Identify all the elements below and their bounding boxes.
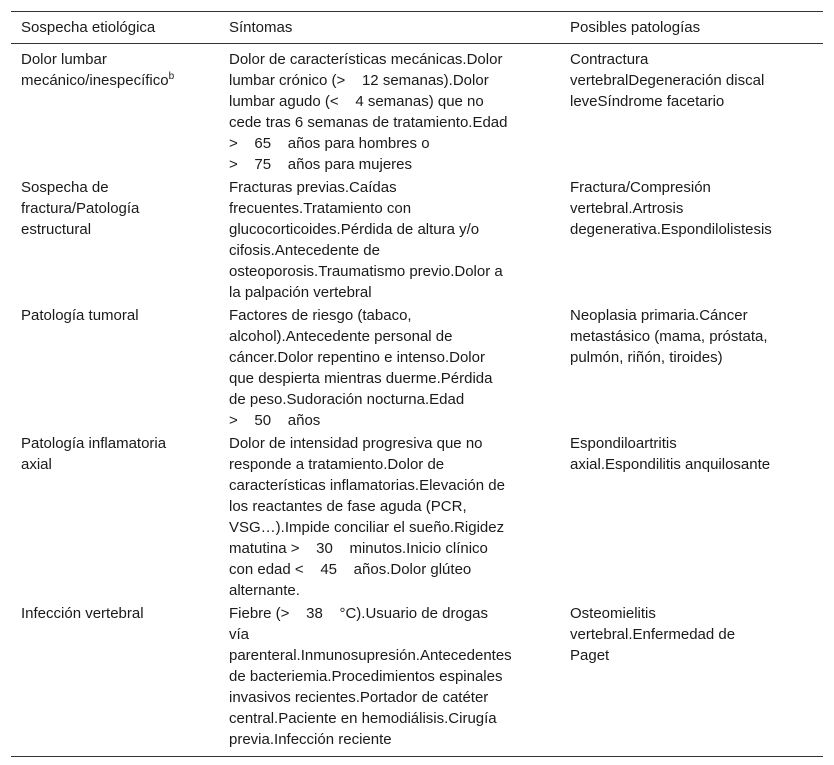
table-row: [11, 44, 823, 176]
line: Dolor de intensidad progresiva que no: [229, 435, 483, 452]
line: responde a tratamiento.Dolor de: [229, 456, 445, 473]
line: la palpación vertebral: [229, 284, 372, 301]
line: vertebral.Artrosis: [570, 200, 684, 217]
line: Paget: [570, 647, 610, 664]
line: que despierta mientras duerme.Pérdida: [229, 370, 493, 387]
etiology-table: [11, 11, 823, 757]
line: Patología tumoral: [21, 307, 139, 324]
line: metastásico (mama, próstata,: [570, 328, 768, 345]
line: los reactantes de fase aguda (PCR,: [229, 498, 467, 515]
line: características inflamatorias.Elevación de: [229, 477, 505, 494]
line: alcohol).Antecedente personal de: [229, 328, 453, 345]
line: estructural: [21, 221, 92, 238]
line: Osteomielitis: [570, 605, 656, 622]
cell-sospecha: [11, 601, 219, 757]
cell-sintomas: [219, 44, 560, 176]
line: con edad < 45 años.Dolor glúteo: [229, 561, 472, 578]
line: Espondiloartritis: [570, 435, 677, 452]
line: invasivos recientes.Portador de catéter: [229, 689, 489, 706]
line: Fiebre (> 38 °C).Usuario de drogas: [229, 605, 489, 622]
cell-sospecha: [11, 175, 219, 303]
line: leveSíndrome facetario: [570, 93, 725, 110]
line: Fracturas previas.Caídas: [229, 179, 397, 196]
line: Infección vertebral: [21, 605, 144, 622]
cell-patologias: [560, 175, 823, 303]
line: matutina > 30 minutos.Inicio clínico: [229, 540, 488, 557]
table-row: [11, 175, 823, 303]
cell-patologias: [560, 44, 823, 176]
cell-sospecha: [11, 303, 219, 431]
line: Dolor de características mecánicas.Dolor: [229, 51, 503, 68]
table-row: [11, 431, 823, 601]
line: degenerativa.Espondilolistesis: [570, 221, 772, 238]
line: lumbar agudo (< 4 semanas) que no: [229, 93, 484, 110]
line: Sospecha de: [21, 179, 109, 196]
header-sospecha: Sospecha etiológica: [21, 19, 156, 36]
line: central.Paciente en hemodiálisis.Cirugía: [229, 710, 497, 727]
line: vía: [229, 626, 250, 643]
line: cede tras 6 semanas de tratamiento.Edad: [229, 114, 508, 131]
line: Fractura/Compresión: [570, 179, 711, 196]
line: alternante.: [229, 582, 300, 599]
line: > 65 años para hombres o: [229, 135, 430, 152]
line: VSG…).Impide conciliar el sueño.Rigidez: [229, 519, 505, 536]
line: > 75 años para mujeres: [229, 156, 413, 173]
line: Contractura: [570, 51, 649, 68]
line: axial.Espondilitis anquilosante: [570, 456, 771, 473]
line: fractura/Patología: [21, 200, 140, 217]
line: vertebralDegeneración discal: [570, 72, 765, 89]
line: frecuentes.Tratamiento con: [229, 200, 412, 217]
cell-sospecha: [11, 431, 219, 601]
line: Patología inflamatoria: [21, 435, 167, 452]
table-row: [11, 303, 823, 431]
line: Factores de riesgo (tabaco,: [229, 307, 412, 324]
line: vertebral.Enfermedad de: [570, 626, 736, 643]
line: > 50 años: [229, 412, 321, 429]
cell-sintomas: [219, 431, 560, 601]
line: de bacteriemia.Procedimientos espinales: [229, 668, 503, 685]
line: glucocorticoides.Pérdida de altura y/o: [229, 221, 480, 238]
line: lumbar crónico (> 12 semanas).Dolor: [229, 72, 489, 89]
cell-patologias: [560, 303, 823, 431]
cell-patologias: [560, 601, 823, 757]
cell-sintomas: [219, 303, 560, 431]
cell-sospecha: [11, 44, 219, 176]
line: mecánico/inespecífico: [21, 72, 169, 89]
line: cifosis.Antecedente de: [229, 242, 380, 259]
cell-sintomas: [219, 601, 560, 757]
header-patologias: Posibles patologías: [570, 19, 701, 36]
line: cáncer.Dolor repentino e intenso.Dolor: [229, 349, 485, 366]
cell-sintomas: [219, 175, 560, 303]
line: osteoporosis.Traumatismo previo.Dolor a: [229, 263, 503, 280]
line: axial: [21, 456, 52, 473]
line: pulmón, riñón, tiroides): [570, 349, 723, 366]
line: de peso.Sudoración nocturna.Edad: [229, 391, 465, 408]
line: Dolor lumbar: [21, 51, 107, 68]
footnote-marker: b: [168, 71, 175, 82]
cell-patologias: [560, 431, 823, 601]
table-row: [11, 601, 823, 757]
line: previa.Infección reciente: [229, 731, 392, 748]
header-sintomas: Síntomas: [229, 19, 293, 36]
line: parenteral.Inmunosupresión.Antecedentes: [229, 647, 512, 664]
line: Neoplasia primaria.Cáncer: [570, 307, 748, 324]
table-header-row: [11, 12, 823, 44]
